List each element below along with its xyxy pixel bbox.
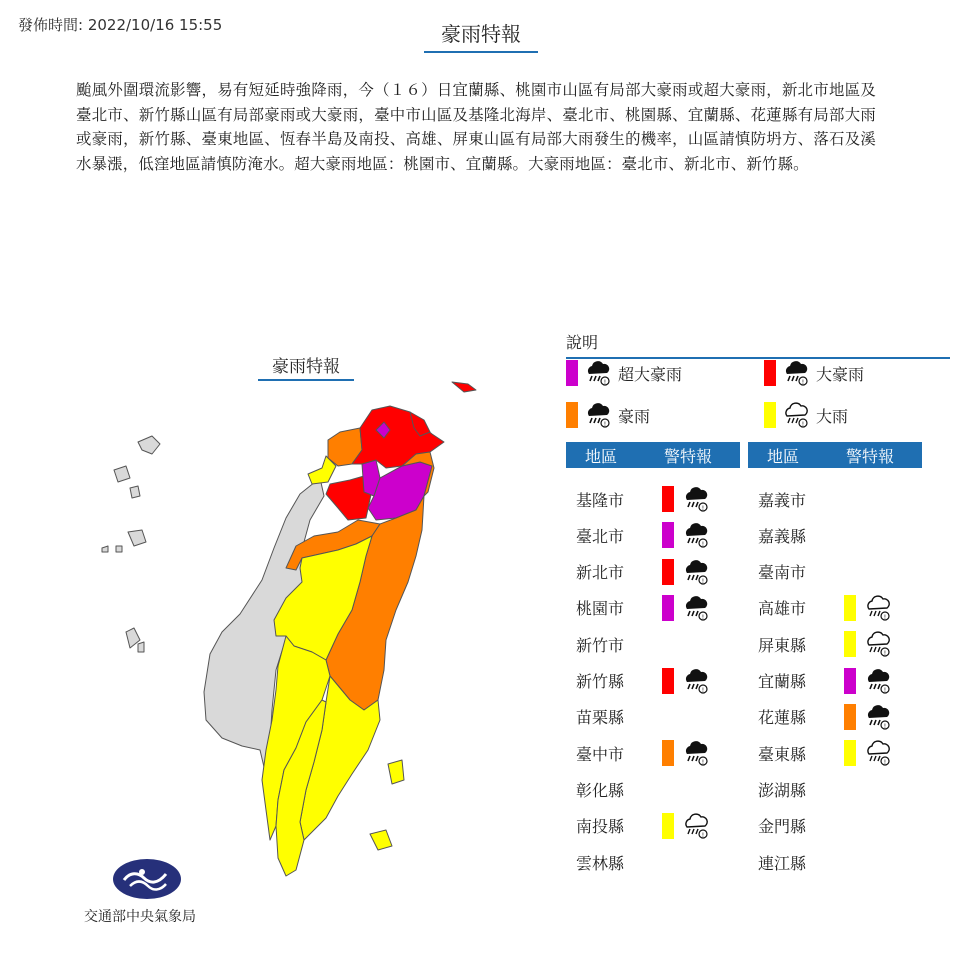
svg-text:!: ! bbox=[701, 613, 705, 621]
region-name: 屏東縣 bbox=[758, 635, 807, 655]
warning-level bbox=[844, 703, 892, 731]
warning-color-bar bbox=[662, 522, 674, 548]
svg-text:!: ! bbox=[801, 379, 805, 386]
table-row bbox=[576, 847, 644, 877]
heavy-rain-icon bbox=[782, 359, 810, 387]
agency-name: 交通部中央氣象局 bbox=[84, 909, 196, 925]
region-pengjia-islet bbox=[452, 382, 476, 392]
heavy-rain-icon bbox=[682, 521, 710, 549]
legend-item-torrential bbox=[566, 400, 650, 430]
legend-item-extra-torrential bbox=[764, 358, 864, 388]
svg-text:!: ! bbox=[883, 613, 887, 621]
table-row bbox=[758, 702, 892, 732]
table-row bbox=[758, 847, 826, 877]
table-row bbox=[758, 629, 892, 659]
region-name: 苗栗縣 bbox=[576, 708, 625, 728]
region-name: 南投縣 bbox=[576, 817, 625, 837]
rain-icon bbox=[864, 594, 892, 622]
warning-level bbox=[844, 630, 892, 658]
svg-text:!: ! bbox=[603, 421, 607, 428]
legend-swatch bbox=[764, 360, 776, 386]
region-name: 臺東縣 bbox=[758, 744, 807, 764]
region-name: 宜蘭縣 bbox=[758, 672, 807, 691]
legend-label: 大雨 bbox=[816, 406, 849, 426]
table-header-right bbox=[748, 442, 922, 468]
svg-text:!: ! bbox=[701, 831, 705, 839]
svg-text:!: ! bbox=[603, 379, 607, 386]
warning-level bbox=[844, 594, 892, 622]
region-name: 雲林縣 bbox=[576, 853, 625, 873]
region-name: 新竹縣 bbox=[576, 672, 625, 691]
region-name: 澎湖縣 bbox=[758, 780, 807, 800]
svg-text:!: ! bbox=[883, 722, 887, 730]
svg-text:!: ! bbox=[801, 421, 805, 428]
table-row bbox=[576, 629, 644, 659]
table-row bbox=[758, 593, 892, 623]
region-name: 臺中市 bbox=[576, 744, 625, 764]
warning-color-bar bbox=[662, 486, 674, 512]
region-orchid-island bbox=[370, 830, 392, 850]
svg-text:!: ! bbox=[701, 686, 705, 694]
table-header-left bbox=[566, 442, 740, 468]
region-name: 桃園市 bbox=[576, 599, 625, 619]
warning-level bbox=[844, 667, 892, 695]
table-row bbox=[576, 557, 710, 587]
table-row bbox=[758, 738, 892, 768]
table-row bbox=[576, 520, 710, 550]
region-name: 嘉義市 bbox=[758, 490, 807, 510]
region-name: 花蓮縣 bbox=[758, 708, 807, 728]
svg-text:!: ! bbox=[883, 759, 887, 767]
column-header-region: 地區 bbox=[584, 446, 617, 466]
region-name: 彰化縣 bbox=[576, 780, 625, 800]
svg-text:!: ! bbox=[701, 759, 705, 767]
region-name: 臺南市 bbox=[758, 563, 807, 583]
table-row bbox=[758, 484, 826, 514]
table-row bbox=[576, 484, 710, 514]
legend-item-heavy-rain bbox=[764, 400, 848, 430]
map-title: 豪雨特報 bbox=[258, 352, 354, 381]
legend-swatch bbox=[566, 360, 578, 386]
heavy-rain-icon bbox=[584, 401, 612, 429]
table-row bbox=[758, 774, 826, 804]
table-row bbox=[576, 666, 710, 696]
svg-text:!: ! bbox=[883, 686, 887, 694]
heavy-rain-icon bbox=[682, 485, 710, 513]
warning-level bbox=[662, 667, 710, 695]
legend-swatch bbox=[764, 402, 776, 428]
legend-label: 大豪雨 bbox=[816, 364, 865, 384]
warning-level bbox=[844, 739, 892, 767]
svg-text:!: ! bbox=[883, 650, 887, 658]
warning-description: 颱風外圍環流影響，易有短延時強降雨，今（１６）日宜蘭縣、桃園市山區有局部大豪雨或超大豪雨，新北市地區及臺北市、新竹縣山區有局部豪雨或大豪雨，臺中市山區及基隆北海岸、臺北市、桃園縣、宜蘭縣、花蓮縣有局部大雨或豪雨，新竹縣、臺東地區、恆春半島及南投、高雄、屏東山區有局部大雨發生的機率，山區請慎防坍方、落石及溪水暴漲，低窪地區請慎防淹水。超大豪雨地區：桃園市、宜蘭縣。大豪雨地區：臺北市、新北市、新竹縣。 bbox=[76, 81, 876, 173]
issue-time: 發佈時間: 2022/10/16 15:55 bbox=[18, 16, 223, 34]
warning-level bbox=[662, 558, 710, 586]
cwb-logo bbox=[112, 858, 182, 900]
heavy-rain-icon bbox=[682, 667, 710, 695]
region-name: 基隆市 bbox=[576, 490, 625, 510]
heavy-rain-icon bbox=[864, 667, 892, 695]
svg-text:!: ! bbox=[701, 577, 705, 585]
region-name: 高雄市 bbox=[758, 599, 807, 619]
warning-color-bar bbox=[844, 704, 856, 730]
table-row bbox=[758, 811, 826, 841]
warning-level bbox=[662, 739, 710, 767]
warning-color-bar bbox=[662, 595, 674, 621]
legend-title: 說明 bbox=[566, 330, 950, 359]
warning-color-bar bbox=[844, 595, 856, 621]
legend-item-extreme-torrential bbox=[566, 358, 682, 388]
table-row bbox=[576, 593, 710, 623]
region-name: 新竹市 bbox=[576, 635, 625, 655]
warning-color-bar bbox=[662, 668, 674, 694]
table-row bbox=[758, 557, 826, 587]
warning-color-bar bbox=[844, 668, 856, 694]
rain-icon bbox=[782, 401, 810, 429]
warning-level bbox=[662, 485, 710, 513]
table-row bbox=[576, 702, 644, 732]
page-title: 豪雨特報 bbox=[424, 18, 538, 53]
warning-color-bar bbox=[844, 631, 856, 657]
warning-level bbox=[662, 594, 710, 622]
region-name: 嘉義縣 bbox=[758, 526, 807, 546]
legend-label: 豪雨 bbox=[618, 406, 651, 426]
region-name: 連江縣 bbox=[758, 853, 807, 873]
table-row bbox=[576, 738, 710, 768]
warning-color-bar bbox=[662, 559, 674, 585]
heavy-rain-icon bbox=[682, 739, 710, 767]
column-header-warning: 警特報 bbox=[663, 446, 712, 466]
region-name: 金門縣 bbox=[758, 817, 807, 837]
rain-icon bbox=[864, 630, 892, 658]
legend-swatch bbox=[566, 402, 578, 428]
column-header-warning: 警特報 bbox=[845, 446, 894, 466]
region-name: 新北市 bbox=[576, 563, 625, 583]
svg-text:!: ! bbox=[701, 505, 705, 512]
warning-level bbox=[662, 521, 710, 549]
rain-icon bbox=[864, 739, 892, 767]
svg-text:!: ! bbox=[701, 541, 705, 549]
taiwan-warning-map bbox=[90, 370, 490, 890]
warning-color-bar bbox=[662, 813, 674, 839]
heavy-rain-icon bbox=[682, 558, 710, 586]
warning-level bbox=[662, 812, 710, 840]
heavy-rain-icon bbox=[864, 703, 892, 731]
legend-label: 超大豪雨 bbox=[618, 364, 683, 384]
rain-icon bbox=[682, 812, 710, 840]
heavy-rain-icon bbox=[584, 359, 612, 387]
warning-color-bar bbox=[662, 740, 674, 766]
table-row bbox=[758, 520, 826, 550]
heavy-rain-icon bbox=[682, 594, 710, 622]
region-name: 臺北市 bbox=[576, 526, 625, 546]
table-row bbox=[576, 774, 644, 804]
column-header-region: 地區 bbox=[766, 446, 799, 466]
region-green-island bbox=[388, 760, 404, 784]
table-row bbox=[576, 811, 710, 841]
penghu-islands bbox=[102, 436, 160, 652]
table-row bbox=[758, 666, 892, 696]
warning-color-bar bbox=[844, 740, 856, 766]
